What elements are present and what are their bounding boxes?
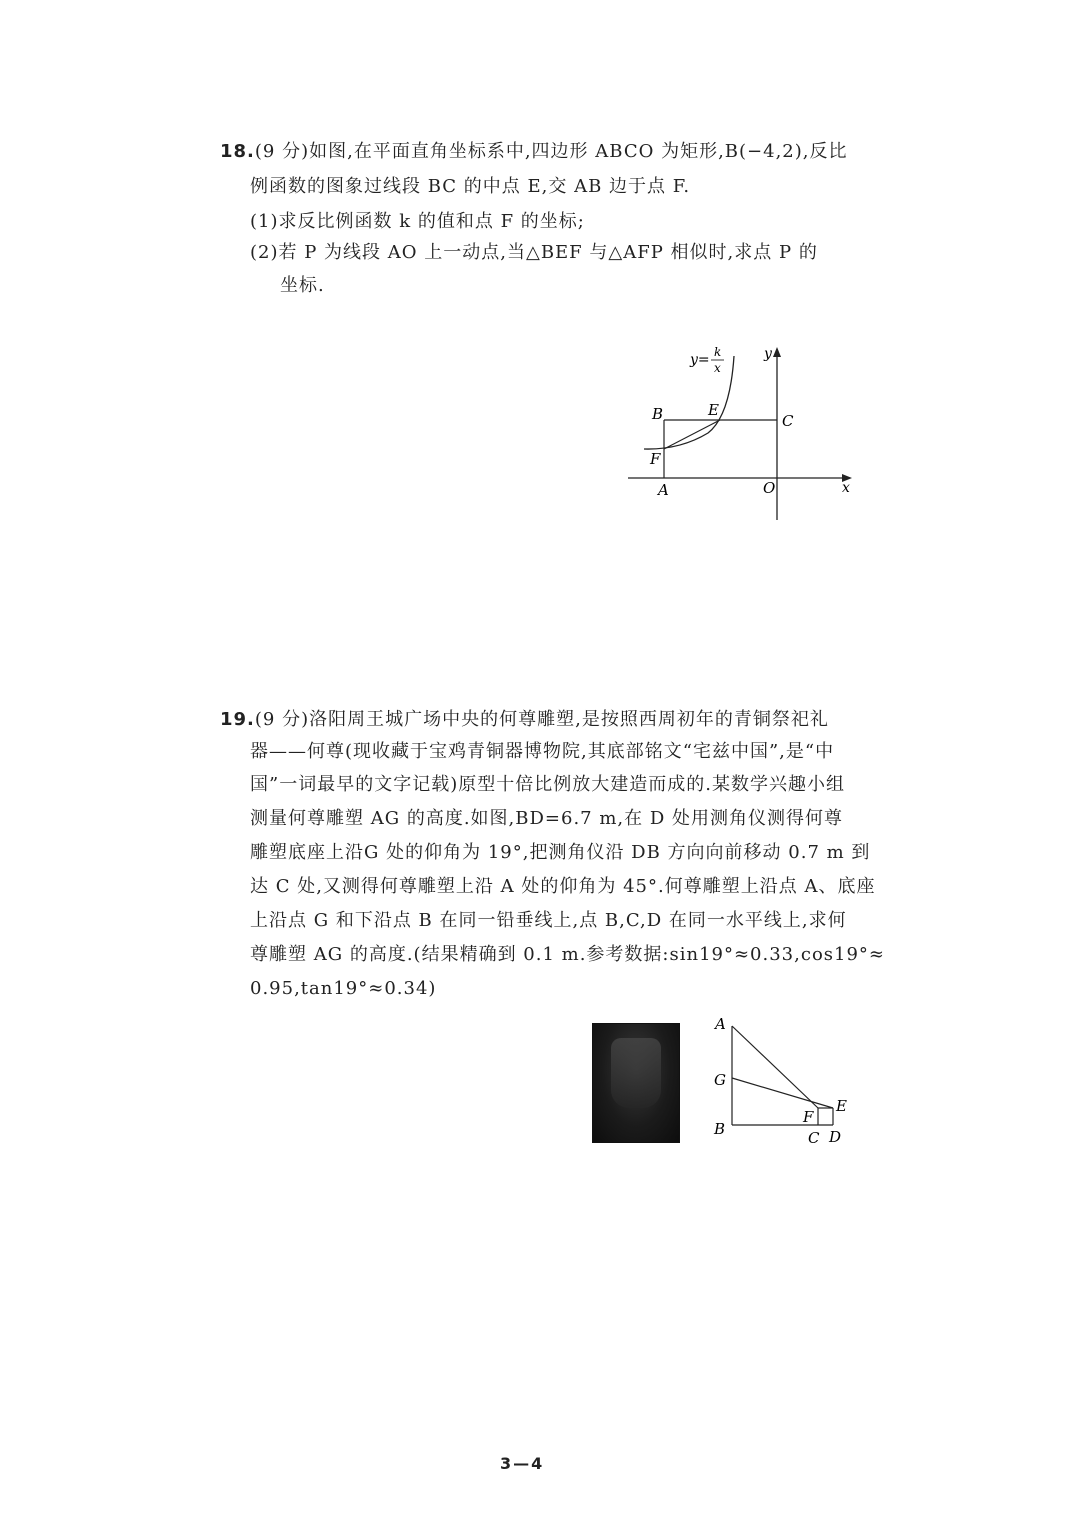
label-x: x bbox=[842, 480, 850, 496]
label-e: E bbox=[836, 1097, 847, 1115]
segment-af bbox=[732, 1026, 818, 1108]
label-c: C bbox=[808, 1129, 820, 1147]
q19-line3: 国”一词最早的文字记载)原型十倍比例放大建造而成的.某数学兴趣小组 bbox=[250, 774, 845, 795]
q19-line6: 达 C 处,又测得何尊雕塑上沿 A 处的仰角为 45°.何尊雕塑上沿点 A、底座 bbox=[250, 876, 876, 897]
label-g: G bbox=[714, 1071, 726, 1089]
segment-ge bbox=[732, 1078, 833, 1108]
q18-part2-line1: (2)若 P 为线段 AO 上一动点,当△BEF 与△AFP 相似时,求点 P 的 bbox=[250, 242, 818, 263]
page-number: 3—4 bbox=[500, 1454, 545, 1473]
q19-line5: 雕塑底座上沿G 处的仰角为 19°,把测角仪沿 DB 方向向前移动 0.7 m 到 bbox=[250, 842, 871, 863]
label-y: y bbox=[764, 346, 772, 362]
label-e: E bbox=[708, 401, 719, 419]
label-a: A bbox=[715, 1015, 726, 1033]
q18-part1: (1)求反比例函数 k 的值和点 F 的坐标; bbox=[250, 211, 585, 232]
label-d: D bbox=[829, 1128, 842, 1146]
label-c: C bbox=[782, 412, 794, 430]
label-o: O bbox=[763, 479, 776, 497]
q19-line4: 测量何尊雕塑 AG 的高度.如图,BD=6.7 m,在 D 处用测角仪测得何尊 bbox=[250, 808, 844, 829]
label-b: B bbox=[652, 405, 664, 423]
q18-coordinate-figure bbox=[620, 338, 860, 528]
func-label-denominator: x bbox=[714, 361, 721, 375]
q19-line8: 尊雕塑 AG 的高度.(结果精确到 0.1 m.参考数据:sin19°≈0.33,cos19°≈ bbox=[250, 944, 886, 965]
q19-number: 19. bbox=[220, 709, 255, 730]
y-axis-arrow bbox=[773, 347, 781, 357]
label-f: F bbox=[650, 450, 661, 468]
q18-part2-line2: 坐标. bbox=[280, 275, 325, 296]
q19-line7: 上沿点 G 和下沿点 B 在同一铅垂线上,点 B,C,D 在同一水平线上,求何 bbox=[250, 910, 847, 931]
sculpture-photo bbox=[592, 1023, 680, 1143]
q18-line1 bbox=[220, 141, 848, 163]
func-label-prefix: y= bbox=[690, 352, 710, 368]
label-b: B bbox=[714, 1120, 726, 1138]
q19-line1-text: (9 分)洛阳周王城广场中央的何尊雕塑,是按照西周初年的青铜祭祀礼 bbox=[254, 709, 829, 730]
label-a: A bbox=[658, 481, 669, 499]
q19-line1 bbox=[220, 709, 829, 731]
func-label-numerator: k bbox=[714, 345, 722, 359]
label-f: F bbox=[803, 1108, 814, 1126]
q18-line1-text: (9 分)如图,在平面直角坐标系中,四边形 ABCO 为矩形,B(−4,2),反比 bbox=[254, 141, 848, 162]
sculpture-silhouette bbox=[611, 1038, 661, 1108]
q19-line2: 器——何尊(现收藏于宝鸡青铜器博物院,其底部铭文“宅兹中国”,是“中 bbox=[250, 741, 835, 762]
q18-line2: 例函数的图象过线段 BC 的中点 E,交 AB 边于点 F. bbox=[250, 176, 691, 197]
q19-line9: 0.95,tan19°≈0.34) bbox=[250, 978, 437, 999]
segment-fe bbox=[664, 420, 720, 449]
q19-triangle-figure bbox=[705, 1010, 865, 1150]
q18-number: 18. bbox=[220, 141, 255, 162]
